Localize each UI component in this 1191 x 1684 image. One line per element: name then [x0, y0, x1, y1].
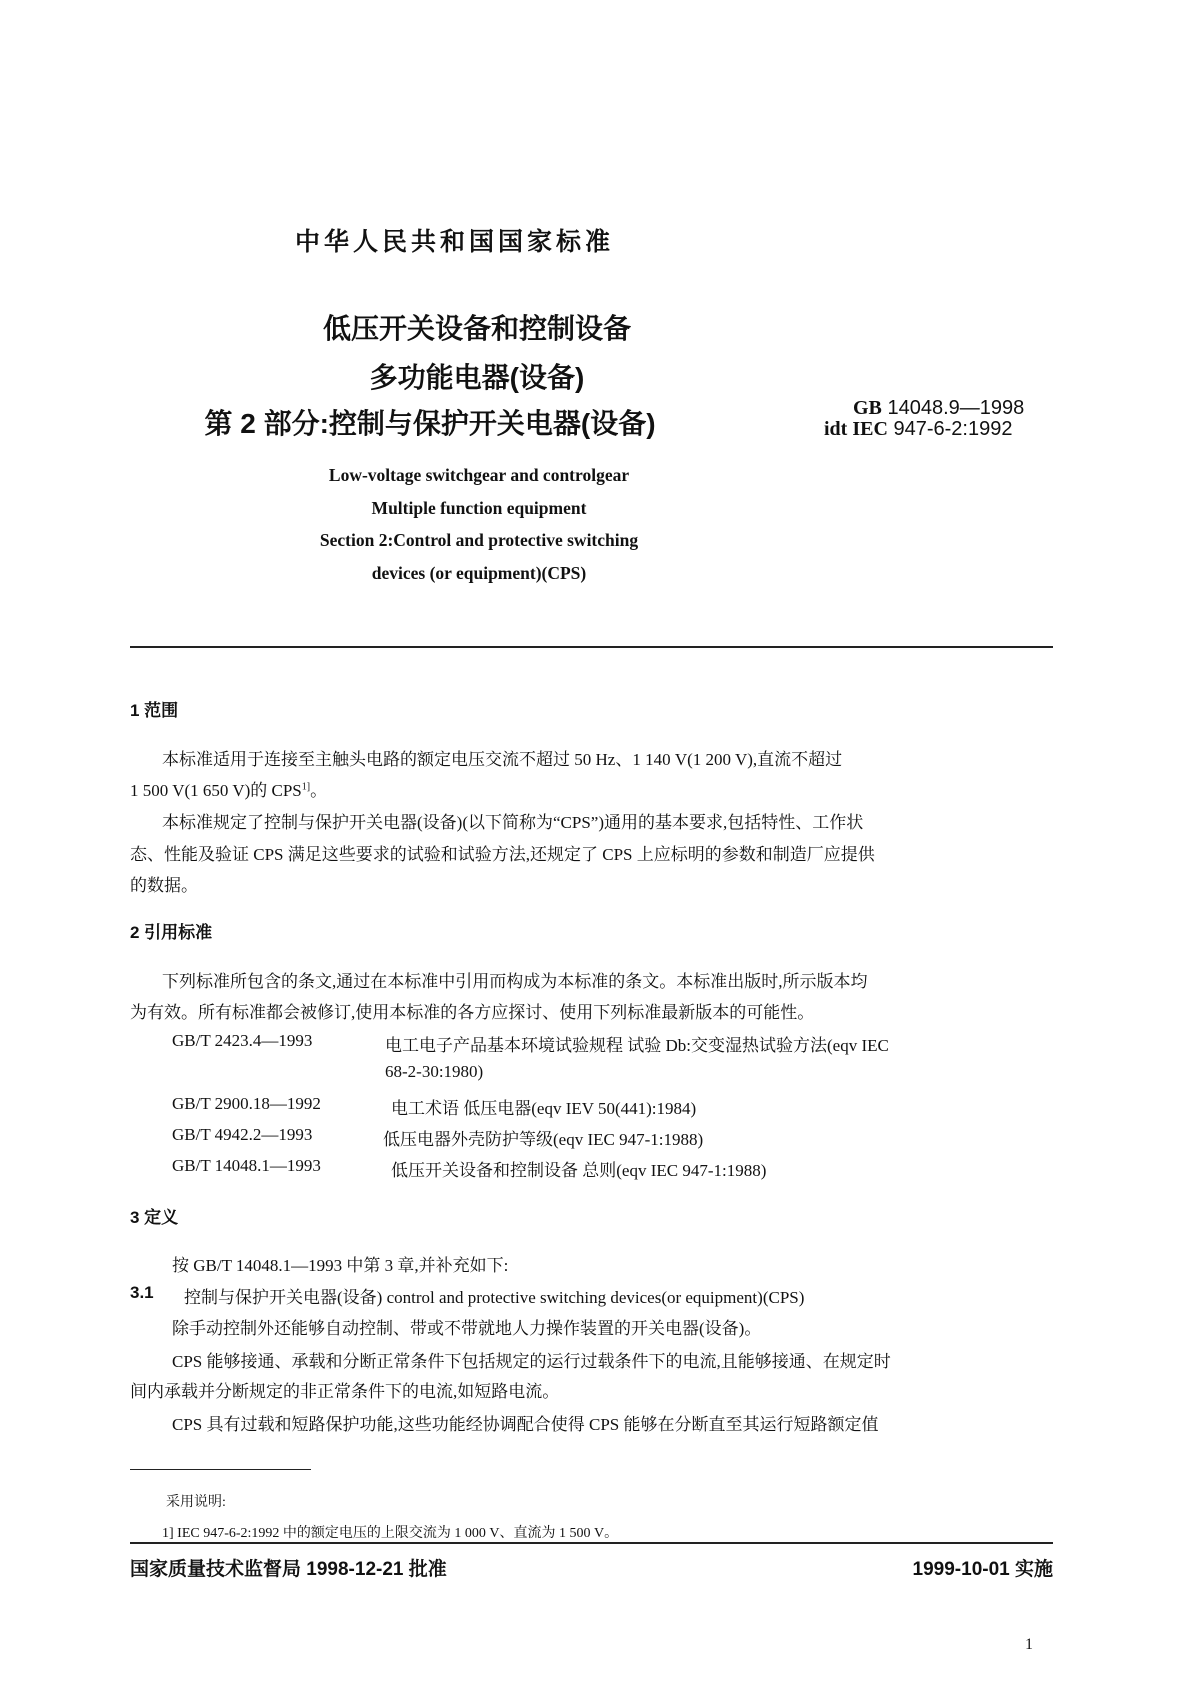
code-number: 14048.9—1998: [887, 397, 1025, 419]
s1-line-5: 的数据。: [130, 876, 198, 895]
idt-number: 947-6-2:1992: [893, 418, 1013, 440]
s1-line-2-text: 1 500 V(1 650 V)的 CPS: [130, 781, 302, 800]
header-divider: [130, 646, 1053, 648]
title-en-line-1: Low-voltage switchgear and controlgear: [328, 465, 630, 485]
title-en-line-3: Section 2:Control and protective switching: [319, 530, 639, 550]
footnote-1: 1] IEC 947-6-2:1992 中的额定电压的上限交流为 1 000 V、直流为 1 500 V。: [162, 1526, 619, 1541]
ref-2-title: 电工术语 低压电器(eqv IEV 50(441):1984): [391, 1099, 697, 1118]
def-number: 3.1: [130, 1283, 154, 1302]
footnote-ref: 1]: [301, 781, 311, 793]
ref-4-code: GB/T 14048.1—1993: [172, 1156, 321, 1175]
s3-line-1: 除手动控制外还能够自动控制、带或不带就地人力操作装置的开关电器(设备)。: [172, 1319, 762, 1338]
footnote-label: 采用说明:: [166, 1495, 226, 1510]
s1-line-1: 本标准适用于连接至主触头电路的额定电压交流不超过 50 Hz、1 140 V(1 200 V),直流不超过: [162, 750, 843, 769]
s2-line-1: 下列标准所包含的条文,通过在本标准中引用而构成为本标准的条文。本标准出版时,所示版本均: [162, 972, 868, 991]
s1-line-3: 本标准规定了控制与保护开关电器(设备)(以下简称为“CPS”)通用的基本要求,包括特性、工作状: [162, 813, 864, 832]
page-number: 1: [1025, 1636, 1033, 1653]
approval-date: 国家质量技术监督局 1998-12-21 批准: [130, 1559, 447, 1580]
title-en-line-2: Multiple function equipment: [371, 498, 587, 518]
title-zh-line-2: 多功能电器(设备): [369, 362, 585, 393]
ref-3-code: GB/T 4942.2—1993: [172, 1125, 313, 1144]
standard-type: 中华人民共和国国家标准: [295, 228, 615, 256]
s1-line-4: 态、性能及验证 CPS 满足这些要求的试验和试验方法,还规定了 CPS 上应标明的参数和制造厂应提供: [130, 845, 875, 864]
s3-line-2: CPS 能够接通、承载和分断正常条件下包括规定的运行过载条件下的电流,且能够接通、在规定时: [172, 1352, 891, 1371]
section-3-heading: 3 定义: [130, 1208, 179, 1227]
title-zh-line-1: 低压开关设备和控制设备: [322, 313, 631, 344]
footer-divider: [130, 1542, 1053, 1544]
ref-1-code: GB/T 2423.4—1993: [172, 1031, 313, 1050]
effective-date: 1999-10-01 实施: [912, 1559, 1053, 1580]
ref-2-code: GB/T 2900.18—1992: [172, 1094, 321, 1113]
s2-line-2: 为有效。所有标准都会被修订,使用本标准的各方应探讨、使用下列标准最新版本的可能性。: [130, 1003, 815, 1022]
def-term: 控制与保护开关电器(设备) control and protective switching devices(or equipment)(CPS): [184, 1288, 805, 1307]
s3-line-4: CPS 具有过载和短路保护功能,这些功能经协调配合使得 CPS 能够在分断直至其运行短路额定值: [172, 1415, 879, 1434]
footnote-divider: [130, 1469, 311, 1470]
s3-intro: 按 GB/T 14048.1—1993 中第 3 章,并补充如下:: [172, 1256, 509, 1275]
s3-line-3: 间内承载并分断规定的非正常条件下的电流,如短路电流。: [130, 1382, 560, 1401]
idt-code: [824, 418, 1012, 441]
title-en-line-4: devices (or equipment)(CPS): [371, 563, 587, 583]
ref-4-title: 低压开关设备和控制设备 总则(eqv IEC 947-1:1988): [391, 1161, 767, 1180]
ref-1-cont: 68-2-30:1980): [385, 1062, 484, 1081]
ref-3-title: 低压电器外壳防护等级(eqv IEC 947-1:1988): [383, 1130, 704, 1149]
title-zh-line-3: 第 2 部分:控制与保护开关电器(设备): [204, 408, 656, 439]
s1-line-2: [130, 776, 327, 801]
section-1-heading: 1 范围: [130, 701, 179, 720]
standard-code: [853, 397, 1024, 420]
ref-1-title: 电工电子产品基本环境试验规程 试验 Db:交变湿热试验方法(eqv IEC: [385, 1036, 889, 1055]
idt-label: idt IEC: [824, 418, 888, 440]
s1-line-2-end: 。: [310, 781, 328, 800]
code-label: GB: [853, 397, 882, 419]
section-2-heading: 2 引用标准: [130, 923, 213, 942]
